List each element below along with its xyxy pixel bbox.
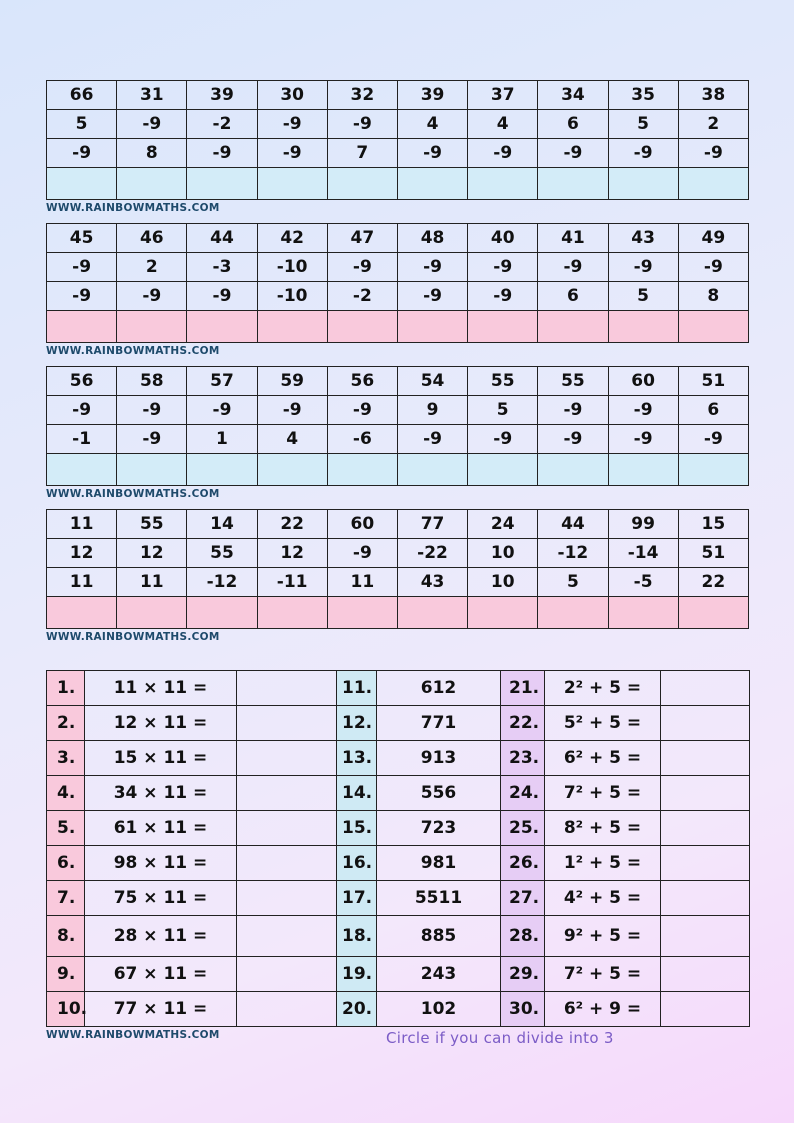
answer-cell[interactable] [237,846,337,881]
answer-cell[interactable] [661,916,750,957]
question-expression: 28 × 11 = [85,916,237,957]
answer-cell[interactable] [661,741,750,776]
credit-text: WWW.RAINBOWMATHS.COM [46,631,220,643]
answer-cell[interactable] [327,311,397,343]
answer-cell[interactable] [117,168,187,200]
question-number: 14. [337,776,377,811]
question-expression: 6² + 9 = [545,992,661,1027]
grid-cell: 40 [468,224,538,253]
grid-cell: -5 [608,568,678,597]
grid-cell: 11 [47,510,117,539]
answer-cell[interactable] [538,454,608,486]
grid-row [47,224,749,253]
grid-cell: 60 [608,367,678,396]
grid-cell: 44 [538,510,608,539]
answer-cell[interactable] [608,168,678,200]
quiz-row [47,741,750,776]
grid-cell: 6 [678,396,748,425]
question-number: 16. [337,846,377,881]
grid-row [47,539,749,568]
grid-cell: -9 [117,110,187,139]
grid-cell: 5 [608,282,678,311]
grid-row [47,367,749,396]
answer-cell[interactable] [327,454,397,486]
quiz-row [47,916,750,957]
grid-cell: 46 [117,224,187,253]
grid-cell: -9 [538,139,608,168]
grid-cell: 5 [608,110,678,139]
question-expression: 34 × 11 = [85,776,237,811]
quiz-row [47,706,750,741]
answer-cell[interactable] [397,454,467,486]
question-value: 243 [377,957,501,992]
grid-cell: 39 [187,81,257,110]
grid-cell: 10 [468,539,538,568]
grid-cell: 48 [397,224,467,253]
quiz-row [47,671,750,706]
grid-cell: 57 [187,367,257,396]
grid-cell: 12 [117,539,187,568]
grid-cell: 66 [47,81,117,110]
grid-cell: -9 [468,139,538,168]
grid-cell: 55 [538,367,608,396]
grid-cell: -9 [608,253,678,282]
grid-table [46,366,749,486]
grid-cell: -10 [257,253,327,282]
question-number: 11. [337,671,377,706]
answer-cell[interactable] [538,311,608,343]
number-grid-4 [46,509,749,629]
grid-cell: 44 [187,224,257,253]
grid-cell: -9 [397,253,467,282]
grid-row [47,253,749,282]
grid-cell: 60 [327,510,397,539]
answer-cell[interactable] [187,168,257,200]
grid-cell: -9 [47,396,117,425]
answer-cell[interactable] [47,597,117,629]
answer-cell[interactable] [117,454,187,486]
grid-cell: -9 [608,139,678,168]
question-number: 2. [47,706,85,741]
grid-cell: 24 [468,510,538,539]
grid-cell: 31 [117,81,187,110]
question-expression: 8² + 5 = [545,811,661,846]
question-number: 8. [47,916,85,957]
grid-row [47,81,749,110]
answer-cell[interactable] [237,992,337,1027]
grid-cell: 12 [47,539,117,568]
grid-table [46,509,749,629]
question-expression: 11 × 11 = [85,671,237,706]
grid-cell: -9 [538,425,608,454]
answer-cell[interactable] [237,881,337,916]
answer-cell[interactable] [661,992,750,1027]
question-expression: 61 × 11 = [85,811,237,846]
question-value: 771 [377,706,501,741]
answer-cell[interactable] [468,168,538,200]
quiz-row [47,957,750,992]
grid-cell: 4 [257,425,327,454]
question-number: 13. [337,741,377,776]
question-expression: 75 × 11 = [85,881,237,916]
question-number: 5. [47,811,85,846]
grid-cell: 5 [538,568,608,597]
grid-cell: 2 [678,110,748,139]
grid-cell: -9 [117,425,187,454]
grid-cell: 42 [257,224,327,253]
grid-cell: -9 [468,425,538,454]
grid-cell: -9 [47,253,117,282]
question-expression: 4² + 5 = [545,881,661,916]
grid-cell: -9 [187,396,257,425]
grid-cell: 10 [468,568,538,597]
answer-cell[interactable] [397,311,467,343]
question-number: 20. [337,992,377,1027]
grid-cell: 56 [327,367,397,396]
answer-cell[interactable] [237,706,337,741]
question-number: 4. [47,776,85,811]
quiz-row [47,811,750,846]
answer-cell[interactable] [678,597,748,629]
grid-cell: 6 [538,282,608,311]
grid-cell: -9 [327,110,397,139]
answer-cell[interactable] [117,597,187,629]
question-expression: 12 × 11 = [85,706,237,741]
grid-cell: 32 [327,81,397,110]
question-number: 19. [337,957,377,992]
answer-cell[interactable] [257,168,327,200]
quiz-row [47,846,750,881]
answer-cell[interactable] [538,168,608,200]
answer-cell[interactable] [257,311,327,343]
grid-row [47,139,749,168]
grid-cell: 51 [678,539,748,568]
answer-cell[interactable] [608,311,678,343]
grid-cell: 30 [257,81,327,110]
question-number: 24. [501,776,545,811]
question-number: 29. [501,957,545,992]
credit-text: WWW.RAINBOWMATHS.COM [46,202,220,214]
grid-cell: -11 [257,568,327,597]
grid-row [47,396,749,425]
grid-cell: 43 [397,568,467,597]
grid-cell: 8 [117,139,187,168]
question-number: 27. [501,881,545,916]
answer-cell[interactable] [608,597,678,629]
grid-cell: 5 [47,110,117,139]
grid-cell: 56 [47,367,117,396]
answer-cell[interactable] [678,311,748,343]
number-grid-1 [46,80,749,200]
grid-cell: -9 [257,110,327,139]
grid-cell: 11 [47,568,117,597]
grid-cell: -2 [187,110,257,139]
answer-cell[interactable] [661,811,750,846]
answer-cell[interactable] [237,811,337,846]
grid-cell: 54 [397,367,467,396]
question-expression: 7² + 5 = [545,957,661,992]
answer-cell[interactable] [47,168,117,200]
grid-cell: -9 [187,139,257,168]
answer-cell[interactable] [678,454,748,486]
grid-cell: 22 [257,510,327,539]
question-number: 30. [501,992,545,1027]
answer-cell[interactable] [47,454,117,486]
answer-cell[interactable] [538,597,608,629]
instruction-note: Circle if you can divide into 3 [386,1029,614,1047]
grid-cell: -10 [257,282,327,311]
question-expression: 15 × 11 = [85,741,237,776]
answer-cell[interactable] [117,311,187,343]
grid-cell: -9 [678,253,748,282]
question-expression: 77 × 11 = [85,992,237,1027]
question-value: 723 [377,811,501,846]
question-value: 981 [377,846,501,881]
question-number: 12. [337,706,377,741]
grid-row [47,425,749,454]
grid-table [46,80,749,200]
answer-cell[interactable] [608,454,678,486]
grid-cell: 55 [117,510,187,539]
grid-cell: 34 [538,81,608,110]
answer-cell[interactable] [187,454,257,486]
grid-cell: 77 [397,510,467,539]
grid-cell: 4 [468,110,538,139]
grid-cell: 9 [397,396,467,425]
question-number: 9. [47,957,85,992]
grid-cell: -9 [327,396,397,425]
answer-cell[interactable] [257,597,327,629]
question-expression: 5² + 5 = [545,706,661,741]
answer-cell[interactable] [661,776,750,811]
question-value: 5511 [377,881,501,916]
answer-cell[interactable] [237,776,337,811]
answer-cell[interactable] [468,454,538,486]
quiz-row [47,776,750,811]
answer-cell[interactable] [397,168,467,200]
answer-cell[interactable] [661,881,750,916]
answer-cell[interactable] [678,168,748,200]
question-value: 612 [377,671,501,706]
quiz-row [47,992,750,1027]
grid-cell: 51 [678,367,748,396]
grid-cell: 39 [397,81,467,110]
answer-cell[interactable] [327,168,397,200]
grid-row [47,282,749,311]
grid-cell: 22 [678,568,748,597]
grid-cell: -14 [608,539,678,568]
answer-cell[interactable] [468,311,538,343]
grid-cell: -9 [468,253,538,282]
quiz-row [47,881,750,916]
grid-cell: -9 [257,396,327,425]
question-number: 15. [337,811,377,846]
question-number: 22. [501,706,545,741]
question-value: 913 [377,741,501,776]
grid-cell: 12 [257,539,327,568]
question-value: 556 [377,776,501,811]
question-number: 21. [501,671,545,706]
question-number: 3. [47,741,85,776]
grid-row [47,110,749,139]
grid-cell: -3 [187,253,257,282]
grid-cell: -9 [327,253,397,282]
grid-cell: -9 [327,539,397,568]
answer-row [47,597,749,629]
grid-cell: 37 [468,81,538,110]
grid-table [46,223,749,343]
grid-cell: -9 [117,282,187,311]
grid-cell: 11 [327,568,397,597]
grid-cell: -12 [187,568,257,597]
grid-cell: -9 [538,396,608,425]
grid-cell: 4 [397,110,467,139]
grid-cell: -2 [327,282,397,311]
grid-cell: -9 [608,396,678,425]
answer-cell[interactable] [397,597,467,629]
answer-cell[interactable] [237,741,337,776]
answer-cell[interactable] [237,916,337,957]
grid-cell: -9 [187,282,257,311]
grid-cell: 14 [187,510,257,539]
answer-cell[interactable] [237,671,337,706]
question-number: 10. [47,992,85,1027]
question-number: 18. [337,916,377,957]
grid-cell: 7 [327,139,397,168]
grid-cell: -9 [538,253,608,282]
answer-cell[interactable] [327,597,397,629]
grid-cell: 58 [117,367,187,396]
answer-cell[interactable] [661,957,750,992]
answer-cell[interactable] [237,957,337,992]
answer-cell[interactable] [661,671,750,706]
grid-cell: 99 [608,510,678,539]
grid-cell: 47 [327,224,397,253]
answer-cell[interactable] [187,311,257,343]
credit-text: WWW.RAINBOWMATHS.COM [46,488,220,500]
answer-cell[interactable] [257,454,327,486]
question-number: 25. [501,811,545,846]
grid-cell: -9 [397,425,467,454]
grid-cell: -9 [397,139,467,168]
question-expression: 7² + 5 = [545,776,661,811]
number-grid-3 [46,366,749,486]
question-expression: 98 × 11 = [85,846,237,881]
grid-cell: -9 [47,282,117,311]
question-number: 23. [501,741,545,776]
question-number: 26. [501,846,545,881]
grid-cell: -6 [327,425,397,454]
grid-cell: 5 [468,396,538,425]
question-value: 885 [377,916,501,957]
grid-cell: 59 [257,367,327,396]
grid-cell: -12 [538,539,608,568]
question-expression: 1² + 5 = [545,846,661,881]
question-number: 1. [47,671,85,706]
answer-row [47,454,749,486]
grid-cell: -9 [47,139,117,168]
grid-cell: 43 [608,224,678,253]
question-expression: 67 × 11 = [85,957,237,992]
grid-cell: -9 [678,139,748,168]
answer-row [47,168,749,200]
answer-cell[interactable] [468,597,538,629]
grid-cell: -22 [397,539,467,568]
grid-cell: 8 [678,282,748,311]
question-number: 28. [501,916,545,957]
quiz-table [46,670,750,1027]
grid-cell: -9 [257,139,327,168]
answer-cell[interactable] [187,597,257,629]
grid-cell: 2 [117,253,187,282]
question-expression: 9² + 5 = [545,916,661,957]
question-expression: 2² + 5 = [545,671,661,706]
grid-cell: 6 [538,110,608,139]
question-expression: 6² + 5 = [545,741,661,776]
grid-cell: -9 [117,396,187,425]
grid-cell: 11 [117,568,187,597]
answer-cell[interactable] [47,311,117,343]
grid-cell: 1 [187,425,257,454]
grid-cell: -1 [47,425,117,454]
answer-cell[interactable] [661,846,750,881]
credit-text: WWW.RAINBOWMATHS.COM [46,345,220,357]
grid-cell: -9 [608,425,678,454]
question-number: 7. [47,881,85,916]
grid-cell: 55 [187,539,257,568]
grid-cell: 49 [678,224,748,253]
grid-row [47,510,749,539]
grid-cell: -9 [468,282,538,311]
grid-cell: 45 [47,224,117,253]
answer-cell[interactable] [661,706,750,741]
credit-text: WWW.RAINBOWMATHS.COM [46,1029,220,1041]
grid-row [47,568,749,597]
grid-cell: 55 [468,367,538,396]
number-grid-2 [46,223,749,343]
question-number: 6. [47,846,85,881]
question-value: 102 [377,992,501,1027]
grid-cell: 35 [608,81,678,110]
grid-cell: 15 [678,510,748,539]
grid-cell: -9 [397,282,467,311]
question-number: 17. [337,881,377,916]
grid-cell: 38 [678,81,748,110]
grid-cell: 41 [538,224,608,253]
answer-row [47,311,749,343]
grid-cell: -9 [678,425,748,454]
